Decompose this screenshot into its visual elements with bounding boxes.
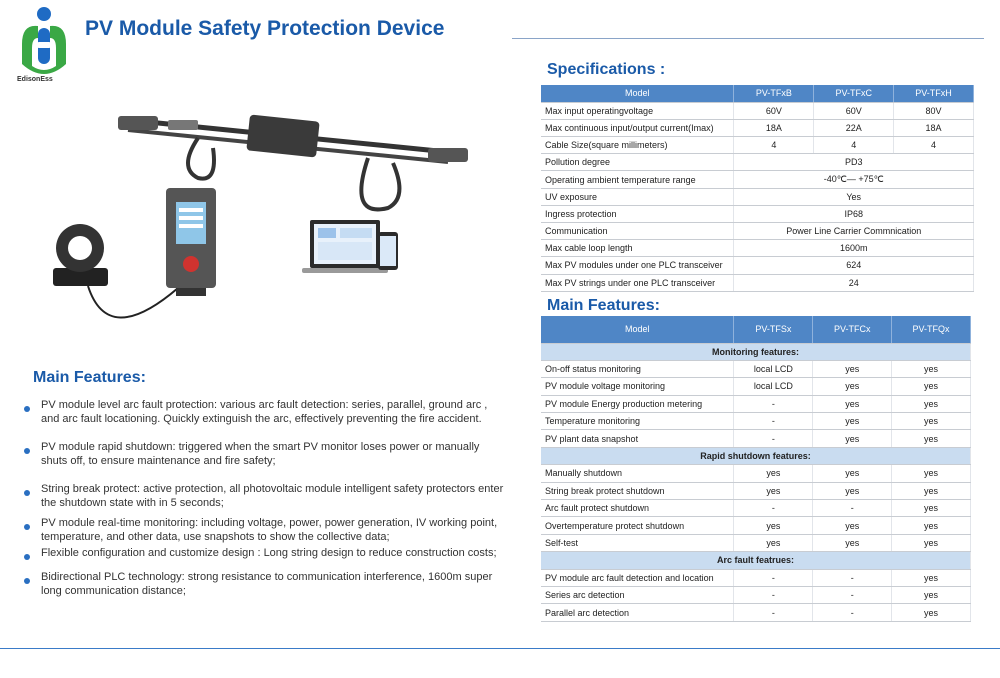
spec-label: Operating ambient temperature range <box>541 171 734 188</box>
feature-text: PV module level arc fault protection: various arc fault detection: series, parallel, ground arc , and arc fault locationing. Quickly extinguish the arc, effectively preventing the fire accident. <box>41 399 488 425</box>
bullet-dot-icon <box>24 406 30 412</box>
features-table-title: Main Features: <box>547 297 660 314</box>
table-row <box>541 119 974 136</box>
feature-value: yes <box>892 482 971 499</box>
spec-header-model-b: PV-TFxB <box>734 85 814 102</box>
spec-value: 18A <box>894 119 974 136</box>
spec-value: 60V <box>814 102 894 119</box>
spec-header-model: Model <box>541 85 734 102</box>
feature-label: Arc fault protect shutdown <box>541 500 734 517</box>
list-item <box>24 516 504 546</box>
spec-value: 4 <box>814 137 894 154</box>
spec-value: 624 <box>734 257 974 274</box>
bullet-dot-icon <box>24 524 30 530</box>
laptop-phone-illustration <box>302 220 398 273</box>
feature-value: yes <box>892 534 971 551</box>
product-illustration <box>48 108 488 348</box>
list-item <box>24 546 504 570</box>
page-title: PV Module Safety Protection Device <box>85 17 445 40</box>
section-monitoring: Monitoring features: <box>541 343 971 360</box>
spec-header-row <box>541 85 974 102</box>
specifications-title: Specifications : <box>547 61 666 78</box>
spec-value: 80V <box>894 102 974 119</box>
feature-value: - <box>813 586 892 603</box>
smart-monitor-illustration <box>166 188 216 296</box>
main-features-list <box>24 398 504 600</box>
feature-label: PV module voltage monitoring <box>541 378 734 395</box>
feature-value: yes <box>813 465 892 482</box>
spec-value: 18A <box>734 119 814 136</box>
edisoness-logo <box>14 4 74 84</box>
list-item <box>24 570 504 600</box>
feature-text: PV module rapid shutdown: triggered when the smart PV monitor loses power or manually shuts off, to ensure maintenance and fire safety; <box>41 441 480 467</box>
section-rapid-shutdown: Rapid shutdown features: <box>541 447 971 464</box>
feature-label: On-off status monitoring <box>541 360 734 377</box>
list-item <box>24 398 504 440</box>
feature-value: yes <box>734 482 813 499</box>
feature-text: String break protect: active protection, all photovoltaic module intelligent safety protectors enter the shutdown state with in 5 seconds; <box>41 483 504 509</box>
feature-text: Flexible configuration and customize design : Long string design to reduce construction costs; <box>41 547 497 559</box>
feature-value: yes <box>892 413 971 430</box>
feature-value: - <box>734 395 813 412</box>
features-header-model-s: PV-TFSx <box>734 316 813 343</box>
feature-value: - <box>734 500 813 517</box>
table-row <box>541 569 971 586</box>
bullet-dot-icon <box>24 554 30 560</box>
spec-value: 24 <box>734 274 974 291</box>
feature-value: yes <box>813 413 892 430</box>
feature-value: yes <box>892 465 971 482</box>
spec-label: Max input operatingvoltage <box>541 102 734 119</box>
feature-value: yes <box>734 465 813 482</box>
feature-label: Temperature monitoring <box>541 413 734 430</box>
feature-value: - <box>734 413 813 430</box>
spec-value: Yes <box>734 188 974 205</box>
spec-value: 22A <box>814 119 894 136</box>
bullet-dot-icon <box>24 490 30 496</box>
feature-value: - <box>734 586 813 603</box>
feature-value: - <box>734 569 813 586</box>
list-item <box>24 482 504 516</box>
feature-value: yes <box>813 395 892 412</box>
spec-value: -40℃— +75℃ <box>734 171 974 188</box>
feature-value: yes <box>892 586 971 603</box>
table-row <box>541 500 971 517</box>
footer-divider <box>0 648 1000 649</box>
feature-value: yes <box>813 534 892 551</box>
section-row <box>541 447 971 464</box>
bullet-dot-icon <box>24 448 30 454</box>
logo-text: EdisonEss <box>17 76 53 83</box>
spec-label: UV exposure <box>541 188 734 205</box>
feature-label: PV module arc fault detection and location <box>541 569 734 586</box>
feature-value: local LCD <box>734 360 813 377</box>
spec-value: 1600m <box>734 240 974 257</box>
feature-value: yes <box>892 517 971 534</box>
features-header-model-c: PV-TFCx <box>813 316 892 343</box>
features-header-model: Model <box>541 316 734 343</box>
table-row <box>541 154 974 171</box>
table-row <box>541 604 971 621</box>
feature-text: Bidirectional PLC technology: strong resistance to communication interference, 1600m super long communication distance; <box>41 571 493 597</box>
feature-value: yes <box>734 534 813 551</box>
feature-value: - <box>813 500 892 517</box>
spec-value: IP68 <box>734 205 974 222</box>
table-row <box>541 482 971 499</box>
table-row <box>541 102 974 119</box>
table-row <box>541 465 971 482</box>
table-row <box>541 257 974 274</box>
spec-label: Ingress protection <box>541 205 734 222</box>
section-arc-fault: Arc fault featrues: <box>541 552 971 569</box>
bullet-dot-icon <box>24 578 30 584</box>
feature-value: - <box>734 604 813 621</box>
table-row <box>541 534 971 551</box>
table-row <box>541 188 974 205</box>
spec-header-model-h: PV-TFxH <box>894 85 974 102</box>
table-row <box>541 240 974 257</box>
spec-header-model-c: PV-TFxC <box>814 85 894 102</box>
list-item <box>24 440 504 482</box>
feature-label: Overtemperature protect shutdown <box>541 517 734 534</box>
feature-label: Series arc detection <box>541 586 734 603</box>
header-divider <box>512 38 984 39</box>
table-row <box>541 360 971 377</box>
spec-value: 60V <box>734 102 814 119</box>
feature-value: yes <box>892 378 971 395</box>
current-clamp-illustration <box>53 224 178 318</box>
features-header-model-q: PV-TFQx <box>892 316 971 343</box>
main-features-title: Main Features: <box>33 369 146 386</box>
table-row <box>541 517 971 534</box>
table-row <box>541 430 971 447</box>
table-row <box>541 586 971 603</box>
feature-value: yes <box>892 360 971 377</box>
table-row <box>541 378 971 395</box>
section-row <box>541 552 971 569</box>
spec-label: Max continuous input/output current(Imax) <box>541 119 734 136</box>
table-row <box>541 205 974 222</box>
feature-value: - <box>813 604 892 621</box>
features-header-row <box>541 316 971 343</box>
table-row <box>541 137 974 154</box>
spec-label: Communication <box>541 223 734 240</box>
specifications-table <box>541 85 974 292</box>
feature-label: String break protect shutdown <box>541 482 734 499</box>
feature-value: - <box>813 569 892 586</box>
feature-value: yes <box>813 360 892 377</box>
spec-label: Cable Size(square millimeters) <box>541 137 734 154</box>
table-row <box>541 171 974 188</box>
feature-label: PV module Energy production metering <box>541 395 734 412</box>
feature-label: PV plant data snapshot <box>541 430 734 447</box>
feature-value: yes <box>892 569 971 586</box>
feature-label: Parallel arc detection <box>541 604 734 621</box>
spec-label: Max PV modules under one PLC transceiver <box>541 257 734 274</box>
spec-label: Max PV strings under one PLC transceiver <box>541 274 734 291</box>
feature-value: yes <box>813 482 892 499</box>
feature-value: local LCD <box>734 378 813 395</box>
feature-label: Manually shutdown <box>541 465 734 482</box>
section-row <box>541 343 971 360</box>
feature-value: yes <box>813 517 892 534</box>
feature-value: yes <box>813 378 892 395</box>
feature-value: yes <box>734 517 813 534</box>
feature-value: yes <box>892 604 971 621</box>
spec-value: 4 <box>894 137 974 154</box>
spec-label: Pollution degree <box>541 154 734 171</box>
feature-value: yes <box>892 500 971 517</box>
table-row <box>541 274 974 291</box>
spec-value: 4 <box>734 137 814 154</box>
feature-value: yes <box>813 430 892 447</box>
feature-value: - <box>734 430 813 447</box>
table-row <box>541 413 971 430</box>
feature-label: Self-test <box>541 534 734 551</box>
feature-value: yes <box>892 430 971 447</box>
table-row <box>541 395 971 412</box>
spec-label: Max cable loop length <box>541 240 734 257</box>
feature-text: PV module real-time monitoring: including voltage, power, power generation, IV working point, temperature, and other data, use snapshots to show the collective data; <box>41 517 498 543</box>
feature-value: yes <box>892 395 971 412</box>
features-table <box>541 316 971 622</box>
spec-value: PD3 <box>734 154 974 171</box>
table-row <box>541 223 974 240</box>
spec-value: Power Line Carrier Commnication <box>734 223 974 240</box>
